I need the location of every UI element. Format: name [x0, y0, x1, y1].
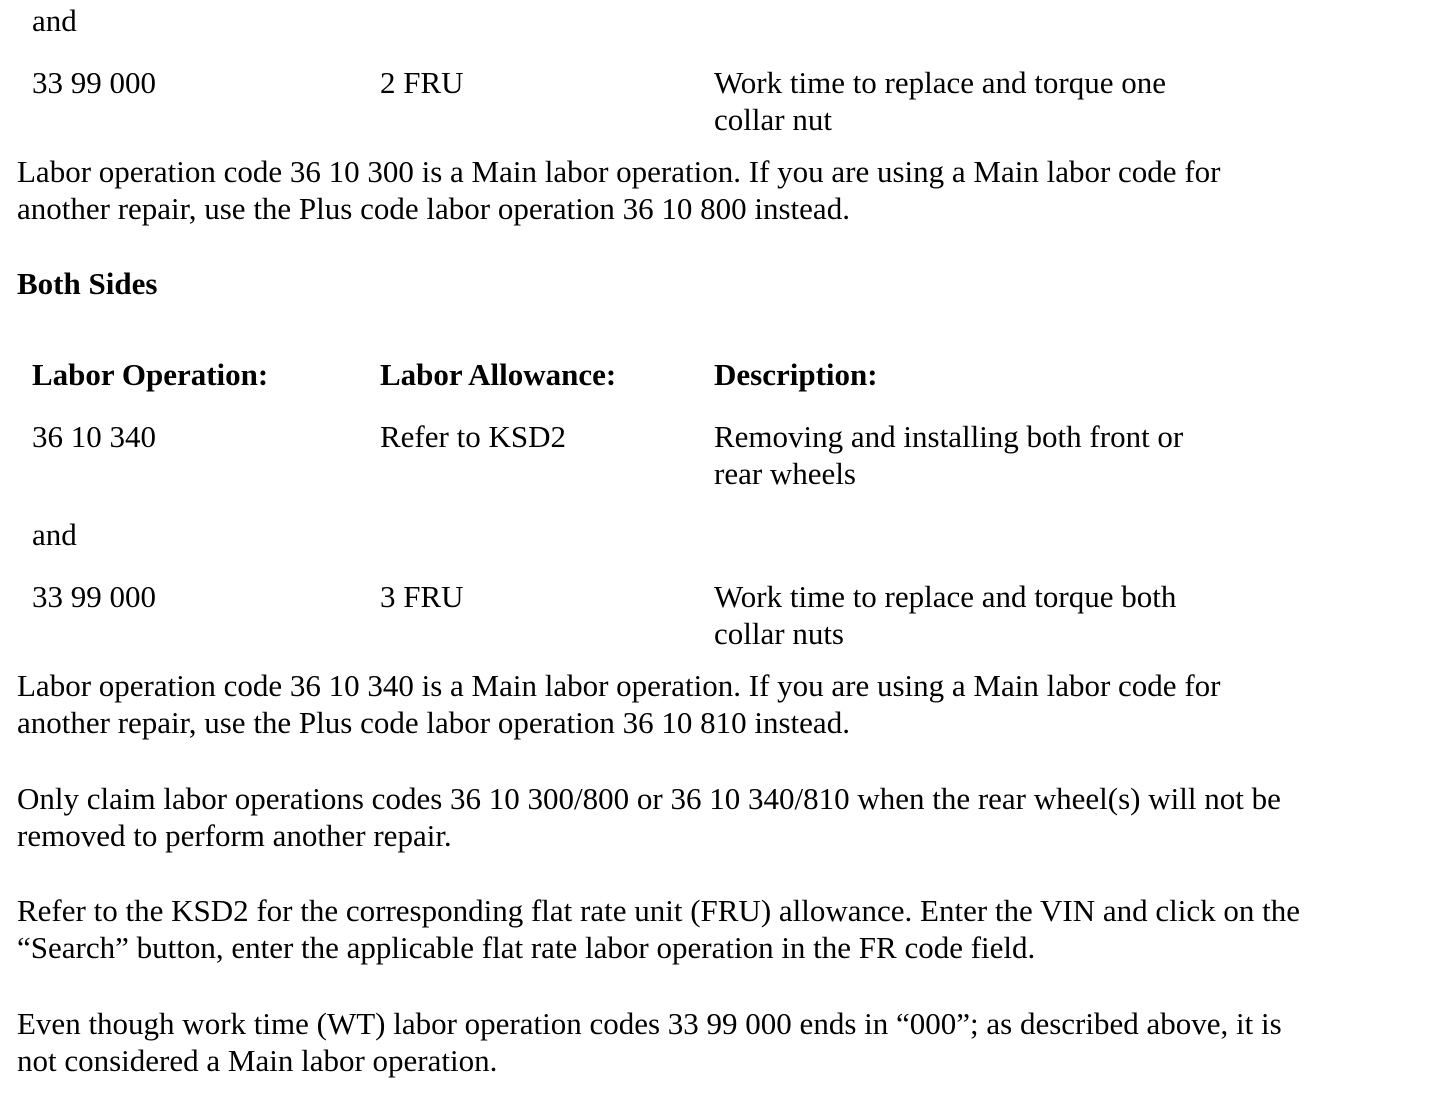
header-labor-operation: Labor Operation:	[32, 357, 269, 392]
labor-allowance-value: 2 FRU	[380, 65, 464, 100]
labor-description-line1: Work time to replace and torque one	[714, 65, 1166, 100]
claim-note-line2: removed to perform another repair.	[17, 818, 452, 853]
labor-description-line1: Removing and installing both front or	[714, 419, 1184, 454]
wt-note-line1: Even though work time (WT) labor operation codes 33 99 000 ends in “000”; as described above, it is	[17, 1006, 1282, 1041]
labor-description-line2: rear wheels	[714, 456, 856, 491]
labor-allowance-value: Refer to KSD2	[380, 419, 566, 454]
claim-note-line1: Only claim labor operations codes 36 10 300/800 or 36 10 340/810 when the rear wheel(s) will not be	[17, 781, 1281, 816]
labor-description-line2: collar nuts	[714, 616, 844, 651]
main-labor-note-line2: another repair, use the Plus code labor operation 36 10 810 instead.	[17, 705, 850, 740]
ksd2-note-line1: Refer to the KSD2 for the corresponding flat rate unit (FRU) allowance. Enter the VIN and click on the	[17, 893, 1300, 928]
and-label-top: and	[32, 3, 77, 38]
main-labor-note-line2: another repair, use the Plus code labor operation 36 10 800 instead.	[17, 191, 850, 226]
labor-operation-code: 33 99 000	[32, 65, 156, 100]
labor-description-line1: Work time to replace and torque both	[714, 579, 1177, 614]
main-labor-note-line1: Labor operation code 36 10 340 is a Main labor operation. If you are using a Main labor code for	[17, 668, 1221, 703]
wt-note-line2: not considered a Main labor operation.	[17, 1043, 498, 1078]
labor-operation-code: 36 10 340	[32, 419, 156, 454]
ksd2-note-line2: “Search” button, enter the applicable flat rate labor operation in the FR code field.	[17, 930, 1036, 965]
main-labor-note-line1: Labor operation code 36 10 300 is a Main labor operation. If you are using a Main labor code for	[17, 154, 1221, 189]
labor-description-line2: collar nut	[714, 102, 832, 137]
labor-operation-code: 33 99 000	[32, 579, 156, 614]
section-heading-both-sides: Both Sides	[17, 266, 158, 301]
labor-allowance-value: 3 FRU	[380, 579, 464, 614]
header-labor-allowance: Labor Allowance:	[380, 357, 617, 392]
and-label: and	[32, 517, 77, 552]
header-description: Description:	[714, 357, 878, 392]
